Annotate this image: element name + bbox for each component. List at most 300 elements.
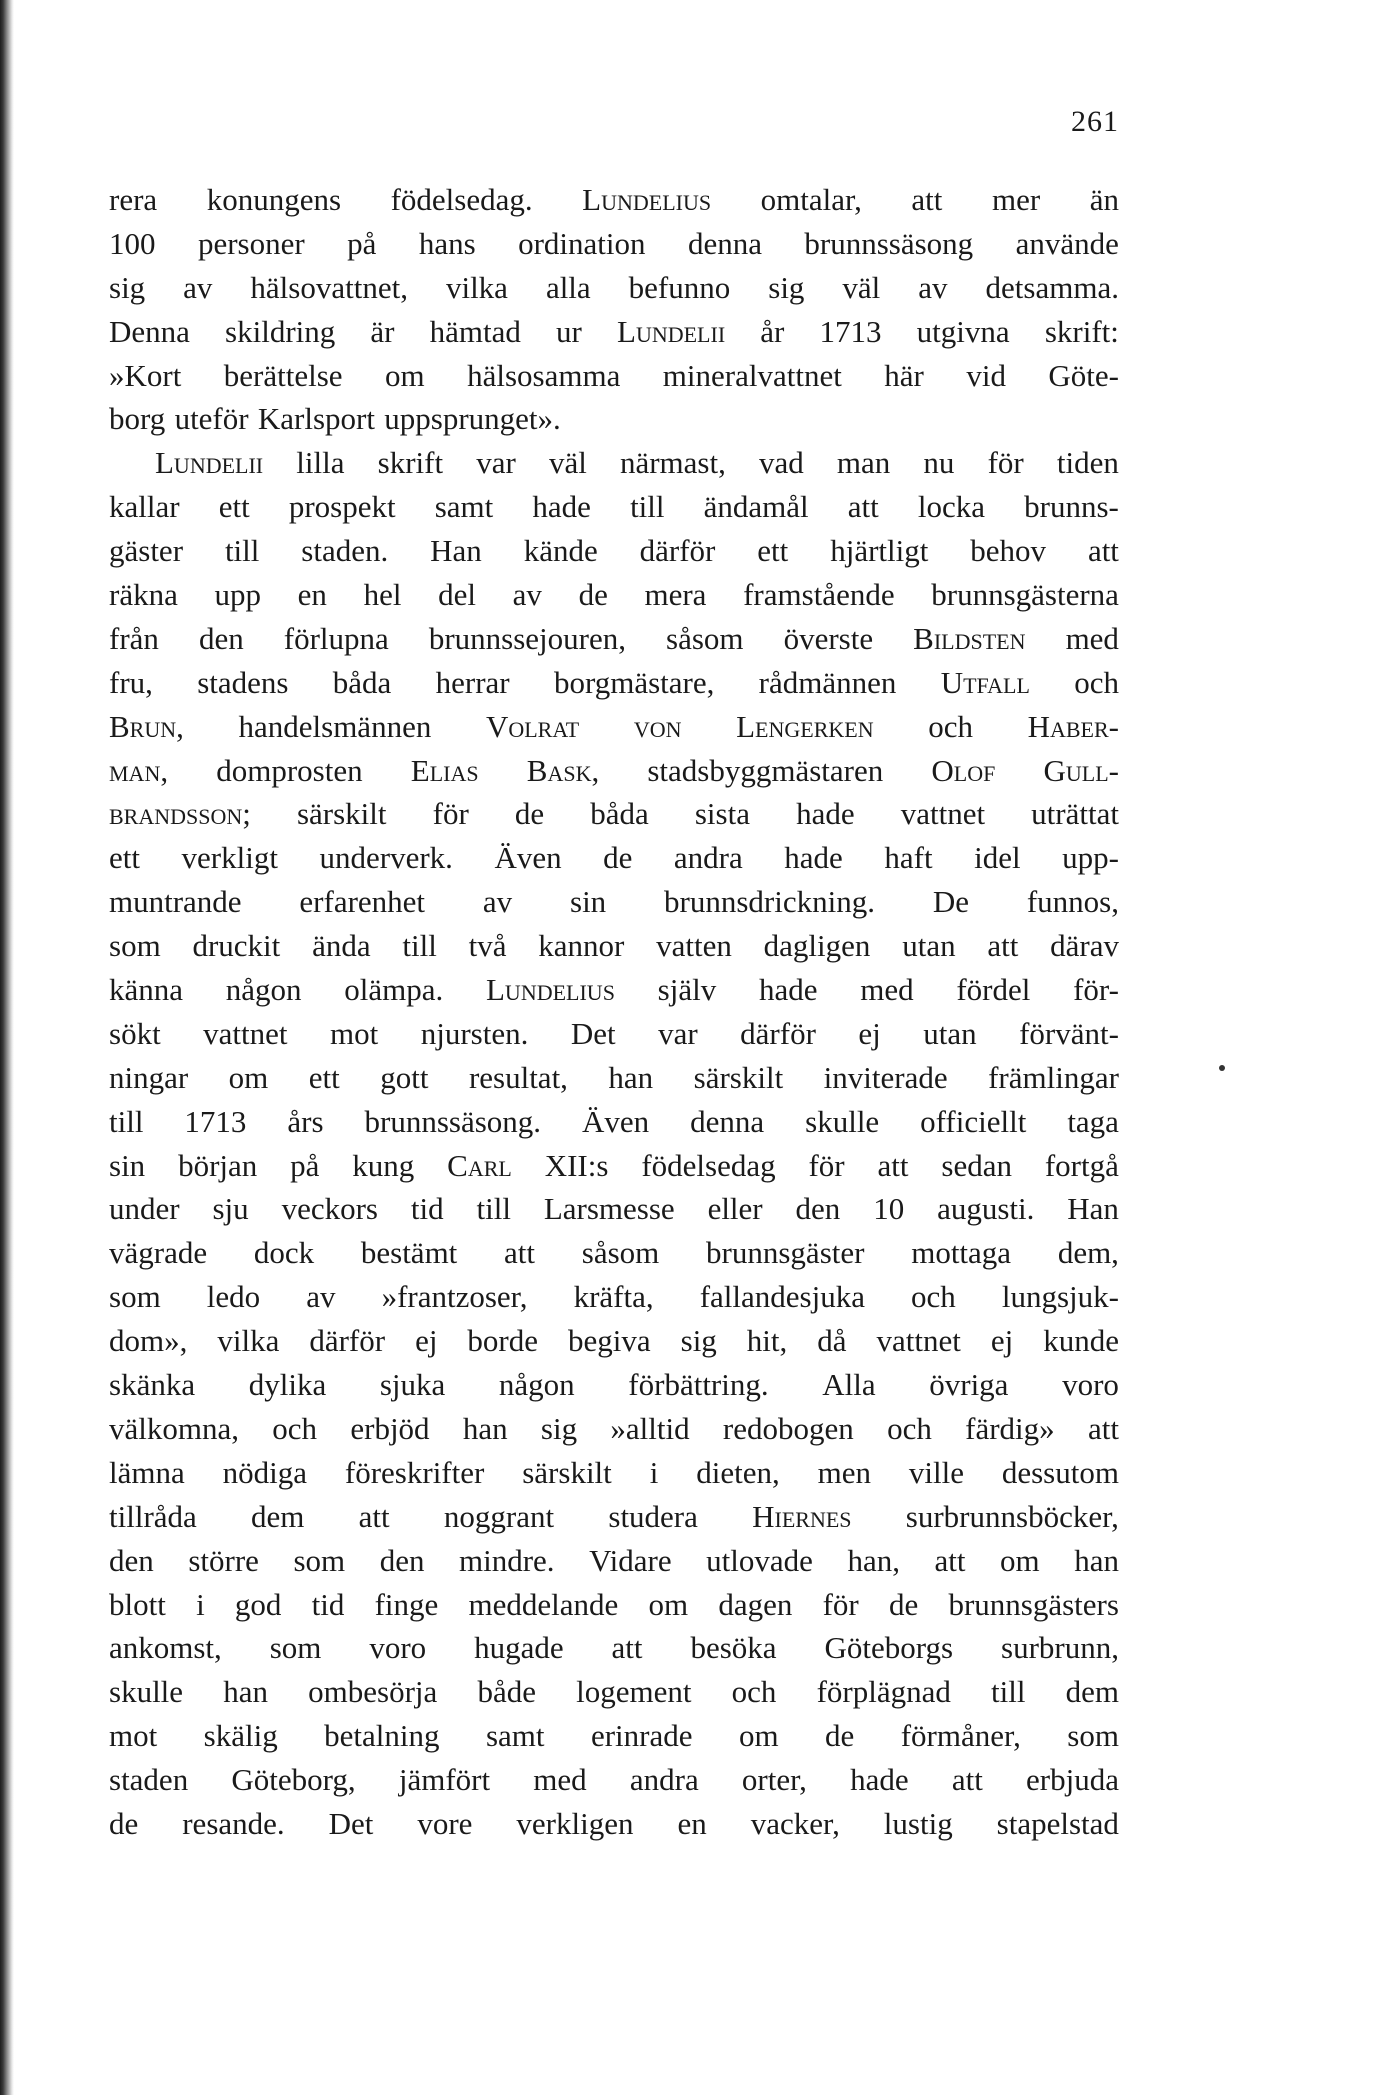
word: 100 [109,225,156,261]
word: välkomna, [109,1410,239,1446]
word: på [347,225,377,261]
word: förbättring. [628,1367,769,1403]
word: med [860,972,914,1008]
word: verkligt [181,840,278,876]
text-line [109,836,1119,880]
word: behov [970,533,1047,569]
word: handelsmännen [238,708,432,744]
text-line [109,792,1119,836]
word: skälig [203,1718,278,1754]
word: sista [694,796,750,832]
word: att [951,1762,983,1798]
word: utlovade [706,1542,813,1578]
text-line [109,1758,1119,1802]
word: men [817,1454,871,1490]
text-line [109,485,1119,529]
text-line [109,1144,1119,1188]
word: födelsedag. [390,182,533,217]
word: därför [639,533,716,569]
word: andra [673,840,743,876]
word: någon [498,1367,575,1403]
word: staden [109,1762,189,1798]
word: utgivna [916,313,1010,349]
word: båda [590,796,649,832]
word: uppsprunget». [384,401,561,437]
word: färdig» [965,1410,1055,1446]
word: hit, [746,1323,788,1359]
word: hjärtligt [830,533,929,569]
word: särskilt [296,796,387,832]
word: ledo [206,1279,261,1315]
word: år [760,313,785,349]
word: är [370,313,395,349]
word: framstående [743,577,895,613]
word: De [932,884,969,920]
name-word: Carl [447,1147,512,1183]
word: 1713 [819,313,882,349]
word: hade [532,489,591,525]
word: såsom [581,1235,660,1271]
word: sjuka [379,1367,446,1403]
word: dylika [248,1367,327,1403]
word: nödiga [222,1454,308,1490]
word: Även [582,1103,650,1139]
name-word: Hiernes [752,1498,852,1534]
word: till [402,928,437,964]
word: resande. [182,1805,285,1841]
word: ej [990,1323,1014,1359]
text-line [109,1670,1119,1714]
word: fortgå [1044,1147,1119,1183]
word: att [911,182,943,217]
word: brunnssäsong. [364,1103,542,1139]
word: mindre. [459,1542,555,1578]
word: att [934,1542,966,1578]
word: stadens [197,664,289,700]
word: eller [707,1191,763,1227]
word: lungsjuk- [1001,1279,1119,1315]
text-line [109,968,1119,1012]
text-line [109,266,1119,310]
word: för [808,1147,845,1183]
word: sökt [109,1015,161,1051]
word: besöka [690,1630,777,1666]
word: redobogen [722,1410,854,1446]
word: mot [330,1015,379,1051]
word: 10 [873,1191,905,1227]
word: Det [328,1805,374,1841]
word: blott [109,1586,166,1622]
word: ningar [109,1059,189,1095]
word: vägrade [109,1235,208,1271]
word: locka [917,489,986,525]
text-line [109,880,1119,924]
word: för- [1073,972,1119,1008]
word: själv [657,972,717,1008]
word: betalning [324,1718,440,1754]
word: veckors [281,1191,378,1227]
word: kunde [1043,1323,1119,1359]
word: hade [850,1762,909,1798]
page-number: 261 [1071,105,1119,138]
word: ej [415,1323,438,1359]
word: skildring [225,313,336,349]
word: i [649,1454,659,1490]
word: vore [417,1805,473,1841]
word: och [272,1410,318,1446]
page-edge-shadow [0,0,14,2095]
word: kräfta, [573,1279,654,1315]
word: kannor [538,928,625,964]
text-line [109,222,1119,266]
word: hade [796,796,855,832]
word: sin [570,884,607,920]
word: de [888,1586,919,1622]
text-line [109,354,1119,398]
word: vacker, [750,1805,840,1841]
text-line [109,661,1119,705]
word: båda [332,664,392,700]
word: att [877,1147,909,1183]
word: och [911,1279,956,1315]
word: överste [783,620,874,656]
word: jämfört [398,1762,491,1798]
word: Larsmesse [543,1191,675,1227]
body-text [109,178,1119,1846]
text-line [109,1802,1119,1846]
word: hel [363,577,402,613]
word: alla [545,269,591,305]
word: god [234,1586,282,1622]
word: stadsbyggmästaren [647,752,884,788]
word: fallandesjuka [699,1279,865,1315]
word: gäster [109,533,184,569]
word: års [287,1103,324,1139]
word: dagligen [763,928,871,964]
word: någon [225,972,302,1008]
word: uteför [174,401,249,437]
word: konungens [206,182,342,217]
word: logement [576,1674,692,1710]
word: meddelande [468,1586,619,1622]
word: särskilt [693,1059,784,1095]
word: då [817,1323,847,1359]
word: därför [309,1323,386,1359]
word: borgmästare, [553,664,715,700]
word: övriga [929,1367,1009,1403]
word: ankomst, [109,1630,222,1666]
word: verkligen [516,1805,634,1841]
word: väl [548,445,587,481]
word: tid [410,1191,444,1227]
text-line [109,1187,1119,1231]
word: sig [109,269,146,305]
word: från [109,620,159,656]
word: erfarenhet [299,884,426,920]
word: den [198,620,244,656]
word: på [290,1147,320,1183]
word: hade [784,840,843,876]
word: som [1067,1718,1119,1754]
name-word: Lengerken [736,708,874,744]
word: kallar [109,489,180,525]
word: de [825,1718,855,1754]
word: mineralvattnet [662,357,842,393]
text-line [109,310,1119,354]
word: brunnssejouren, [428,620,626,656]
word: funnos, [1026,884,1119,920]
word: inviterade [823,1059,948,1095]
word: finge [374,1586,439,1622]
text-line [109,529,1119,573]
word: till [991,1674,1026,1710]
word: Göte- [1048,357,1119,393]
word: Även [494,840,562,876]
word: större [188,1542,259,1578]
word: var [658,1015,698,1051]
word: olämpa. [344,972,444,1008]
word: augusti. [937,1191,1035,1227]
text-line [109,1407,1119,1451]
word: med [533,1762,587,1798]
text-line [109,1275,1119,1319]
word: till [476,1191,511,1227]
word: dieten, [696,1454,780,1490]
word: muntrande [109,884,242,920]
word: fördel [956,972,1031,1008]
word: av [183,269,213,305]
word: Det [570,1015,616,1051]
word: kung [352,1147,415,1183]
word: Denna [109,313,190,349]
word: därför [740,1015,816,1051]
word: personer [197,225,305,261]
word: vattnet [900,796,986,832]
word: som [269,1630,322,1666]
word: att [1087,1410,1119,1446]
word: orter, [741,1762,807,1798]
word: sin [109,1147,146,1183]
word: om [648,1586,689,1622]
name-word: Gull- [1043,752,1119,788]
word: studera [608,1498,698,1534]
word: sig [540,1410,578,1446]
word: om [1000,1542,1040,1578]
word: ett [109,840,140,876]
word: officiellt [920,1103,1027,1139]
word: Göteborgs [824,1630,954,1666]
word: vattnet [876,1323,961,1359]
word: erinrade [590,1718,693,1754]
word: han [608,1059,654,1095]
word: främlingar [988,1059,1119,1095]
word: underverk. [319,840,453,876]
word: hade [758,972,818,1008]
word: hälsovattnet, [250,269,408,305]
word: ändamål [703,489,809,525]
word: de [514,796,545,832]
word: tillråda [109,1498,197,1534]
word: noggrant [443,1498,555,1534]
word: dagen [718,1586,793,1622]
word: brunnssäsong [804,225,974,261]
word: denna [687,225,762,261]
word: lämna [109,1454,185,1490]
word: för [432,796,469,832]
word: Alla [822,1367,876,1403]
word: Han [1067,1191,1119,1227]
word: hans [418,225,476,261]
name-word: Lundelii [155,445,264,481]
word: sig [768,269,805,305]
word: berättelse [223,357,343,393]
word: »Kort [109,357,182,393]
word: han, [847,1542,900,1578]
word: av [482,884,513,920]
text-line [109,1319,1119,1363]
word: med [1065,620,1119,656]
text-line [109,705,1119,749]
word: som [109,1279,161,1315]
word: »frantzoser, [381,1279,528,1315]
word: borde [467,1323,539,1359]
word: mot [109,1718,158,1754]
word: och [1074,664,1119,700]
word: utan [902,928,956,964]
word: som [109,928,161,964]
word: två [468,928,507,964]
text-line [109,1100,1119,1144]
word: att [987,928,1019,964]
text-line [109,1583,1119,1627]
word: både [477,1674,536,1710]
word: brunnsdrickning. [664,884,875,920]
word: mera [644,577,707,613]
text-line [109,178,1119,222]
word: Karlsport [257,401,375,437]
word: och [887,1410,932,1446]
word: uträttat [1031,796,1119,832]
word: skulle [805,1103,880,1139]
word: dom», [109,1323,188,1359]
word: dem [1065,1674,1119,1710]
word: sju [212,1191,249,1227]
name-word: von [633,708,682,744]
word: en [677,1805,707,1841]
word: att [611,1630,643,1666]
word: ordination [518,225,646,261]
name-word: Brun, [109,708,184,744]
word: druckit [192,928,281,964]
word: Göteborg, [231,1762,356,1798]
text-line [109,1012,1119,1056]
text-line [109,441,1119,485]
text-line [109,397,1119,441]
word: såsom [666,620,744,656]
word: och [928,708,973,744]
word: förmåner, [900,1718,1021,1754]
name-word: Volrat [485,708,580,744]
word: ett [308,1059,340,1095]
word: stapelstad [996,1805,1119,1841]
word: skrift [377,445,444,481]
text-line [109,573,1119,617]
word: tid [311,1586,345,1622]
word: de [578,577,608,613]
word: särskilt [522,1454,612,1490]
word: att [358,1498,390,1534]
word: den [109,1542,154,1578]
word: nu [923,445,955,481]
text-line [109,1363,1119,1407]
text-line [109,1451,1119,1495]
word: hugade [474,1630,564,1666]
word: samt [434,489,494,525]
word: och [731,1674,777,1710]
word: brunnsgäster [706,1235,865,1271]
word: resultat, [468,1059,568,1095]
word: till [224,533,260,569]
word: ända [312,928,371,964]
word: Vidare [589,1542,672,1578]
word: idel [974,840,1021,876]
word: om [738,1718,779,1754]
word: en [297,577,327,613]
word: tiden [1056,445,1119,481]
word: till [109,1103,144,1139]
word: begiva [568,1323,651,1359]
word: lilla [296,445,345,481]
name-word: Bildsten [913,620,1026,656]
word: denna [690,1103,765,1139]
word: att [504,1235,536,1271]
text-line [109,749,1119,793]
name-word: brandsson; [109,796,251,832]
name-word: Bask, [526,752,600,788]
word: upp- [1062,840,1119,876]
word: här [884,357,924,393]
word: rådmännen [758,664,897,700]
word: de [109,1805,139,1841]
word: mottaga [911,1235,1012,1271]
name-word: Lundelius [582,182,712,217]
word: vatten [656,928,732,964]
word: skänka [109,1367,196,1403]
name-word: man, [109,752,169,788]
word: sig [680,1323,717,1359]
word: dock [253,1235,315,1271]
word: erbjuda [1026,1762,1119,1798]
word: de [603,840,633,876]
word: njursten. [420,1015,529,1051]
word: taga [1067,1103,1119,1139]
word: om [228,1059,269,1095]
word: att [1087,533,1119,569]
word: han [223,1674,268,1710]
word: befunno [628,269,731,305]
word: till [630,489,665,525]
text-line [109,1714,1119,1758]
word: därav [1050,928,1119,964]
text-line [109,617,1119,661]
text-line [109,1539,1119,1583]
word: räkna [109,577,178,613]
name-word: Elias [410,752,479,788]
word: man [836,445,891,481]
word: Han [430,533,482,569]
word: födelsedag [641,1147,776,1183]
word: ville [908,1454,964,1490]
